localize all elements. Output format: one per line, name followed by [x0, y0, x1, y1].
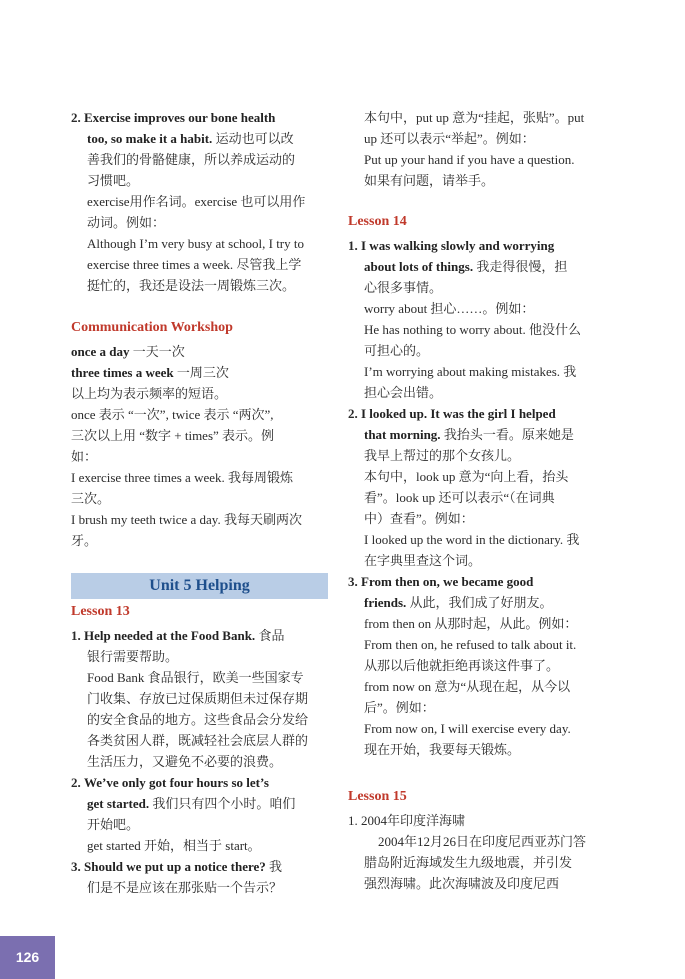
item-translation: 我	[265, 859, 283, 874]
note-text: 本句中，look up 意为“向上看，抬头	[364, 469, 569, 484]
item-sentence: that morning.	[364, 427, 441, 442]
item-translation: 食品	[255, 628, 285, 643]
example-text: Put up your hand if you have a question.	[364, 152, 575, 167]
note-text: 中）查看”。例如：	[364, 511, 474, 526]
item-number: 1.	[71, 628, 81, 643]
section-heading: Communication Workshop	[71, 320, 233, 335]
item-number: 2.	[71, 110, 81, 125]
item-sentence: about lots of things.	[364, 259, 474, 274]
lesson-heading: Lesson 14	[348, 214, 407, 229]
lesson-heading: Lesson 13	[71, 604, 130, 619]
phrase-meaning: 一周三次	[173, 365, 229, 380]
note-text: once 表示 “一次”, twice 表示 “两次”,	[71, 407, 274, 422]
note-text: worry about 担心……。例如：	[364, 301, 535, 316]
item-translation: 心很多事情。	[364, 280, 443, 295]
example-text: 牙。	[71, 533, 98, 548]
example-text: 在字典里查这个词。	[364, 553, 482, 568]
item-number: 3.	[71, 859, 81, 874]
page-number: 126	[0, 936, 55, 979]
item-sentence: I was walking slowly and worrying	[361, 238, 555, 253]
note-text: from now on 意为“从现在起，从今以	[364, 679, 571, 694]
example-text: I looked up the word in the dictionary. 我	[364, 532, 580, 547]
note-text: get started 开始，相当于 start。	[87, 838, 261, 853]
example-text: From then on, he refused to talk about it.	[364, 637, 577, 652]
item-translation: 从此，我们成了好朋友。	[406, 595, 553, 610]
paragraph-text: 2004年12月26日在印度尼西亚苏门答	[378, 834, 587, 849]
item-number: 1.	[348, 238, 358, 253]
note-text: 各类贫困人群，既减轻社会底层人群的	[87, 733, 309, 748]
note-text: 动词。例如：	[87, 215, 166, 230]
note-text: 生活压力，又避免不必要的浪费。	[87, 754, 283, 769]
note-text: up 还可以表示“举起”。例如：	[364, 131, 535, 146]
example-text: I’m worrying about making mistakes. 我	[364, 364, 577, 379]
example-text: 如果有问题，请举手。	[364, 173, 495, 188]
item-heading: 1. 2004年印度洋海啸	[348, 813, 466, 828]
item-number: 2.	[348, 406, 358, 421]
note-text: 如：	[71, 449, 98, 464]
item-translation: 银行需要帮助。	[87, 649, 179, 664]
item-sentence: Help needed at the Food Bank.	[84, 628, 256, 643]
example-text: 可担心的。	[364, 343, 430, 358]
item-translation: 我抬头一看。原来她是	[440, 427, 574, 442]
example-text: From now on, I will exercise every day.	[364, 721, 571, 736]
note-text: exercise用作名词。exercise 也可以用作	[87, 194, 306, 209]
note-text: 以上均为表示频率的短语。	[71, 386, 228, 401]
note-text: from then on 从那时起，从此。例如：	[364, 616, 578, 631]
item-sentence: I looked up. It was the girl I helped	[361, 406, 556, 421]
paragraph-text: 腊岛附近海域发生九级地震，并引发	[364, 855, 573, 870]
item-translation: 开始吧。	[87, 817, 140, 832]
item-translation: 们是不是应该在那张贴一个告示？	[87, 880, 283, 895]
example-text: 从那以后他就拒绝再谈这件事了。	[364, 658, 560, 673]
item-number: 3.	[348, 574, 358, 589]
lesson-13-notes	[71, 625, 336, 898]
phrase: once a day	[71, 344, 130, 359]
note-text: Food Bank 食品银行，欧美一些国家专	[87, 670, 304, 685]
example-text: 现在开始，我要每天锻炼。	[364, 742, 521, 757]
example-text: I exercise three times a week. 我每周锻炼	[71, 470, 294, 485]
phrase-meaning: 一天一次	[129, 344, 185, 359]
note-text: 看”。look up 还可以表示“（在词典	[364, 490, 555, 505]
example-text: I brush my teeth twice a day. 我每天刷两次	[71, 512, 302, 527]
example-text: 三次。	[71, 491, 111, 506]
lesson-15-notes	[348, 810, 678, 894]
item-translation: 我走得很慢，担	[473, 259, 568, 274]
item-sentence: We’ve only got four hours so let’s	[84, 775, 269, 790]
note-text: 本句中，put up 意为“挂起，张贴”。put	[364, 110, 585, 125]
note-text: 的安全食品的地方。这些食品会分发给	[87, 712, 309, 727]
workshop-notes	[71, 341, 336, 551]
item-translation: 习惯吧。	[87, 173, 140, 188]
item-sentence: too, so make it a habit.	[87, 131, 213, 146]
paragraph-text: 强烈海啸。此次海啸波及印度尼西	[364, 876, 560, 891]
item-translation: 善我们的骨骼健康，所以养成运动的	[87, 152, 296, 167]
item-sentence: From then on, we became good	[361, 574, 534, 589]
example-text: exercise three times a week. 尽管我上学	[87, 257, 302, 272]
example-text: Although I’m very busy at school, I try to	[87, 236, 304, 251]
item-sentence: Exercise improves our bone health	[84, 110, 276, 125]
example-text: He has nothing to worry about. 他没什么	[364, 322, 582, 337]
note-item-2	[71, 107, 336, 296]
item-number: 2.	[71, 775, 81, 790]
item-translation: 我们只有四个小时。咱们	[149, 796, 296, 811]
item-sentence: friends.	[364, 595, 407, 610]
continued-notes	[364, 107, 674, 191]
note-text: 三次以上用 “数字 + times” 表示。例	[71, 428, 275, 443]
lesson-heading: Lesson 15	[348, 789, 407, 804]
phrase: three times a week	[71, 365, 174, 380]
item-translation: 运动也可以改	[215, 131, 294, 146]
item-sentence: get started.	[87, 796, 150, 811]
note-text: 门收集、存放已过保质期但未过保存期	[87, 691, 309, 706]
example-text: 担心会出错。	[364, 385, 443, 400]
item-translation: 我早上帮过的那个女孩儿。	[364, 448, 521, 463]
item-sentence: Should we put up a notice there?	[84, 859, 266, 874]
example-text: 挺忙的，我还是设法一周锻炼三次。	[87, 278, 296, 293]
lesson-14-notes	[348, 235, 678, 760]
note-text: 后”。例如：	[364, 700, 435, 715]
unit-title-bar: Unit 5 Helping	[71, 573, 328, 599]
